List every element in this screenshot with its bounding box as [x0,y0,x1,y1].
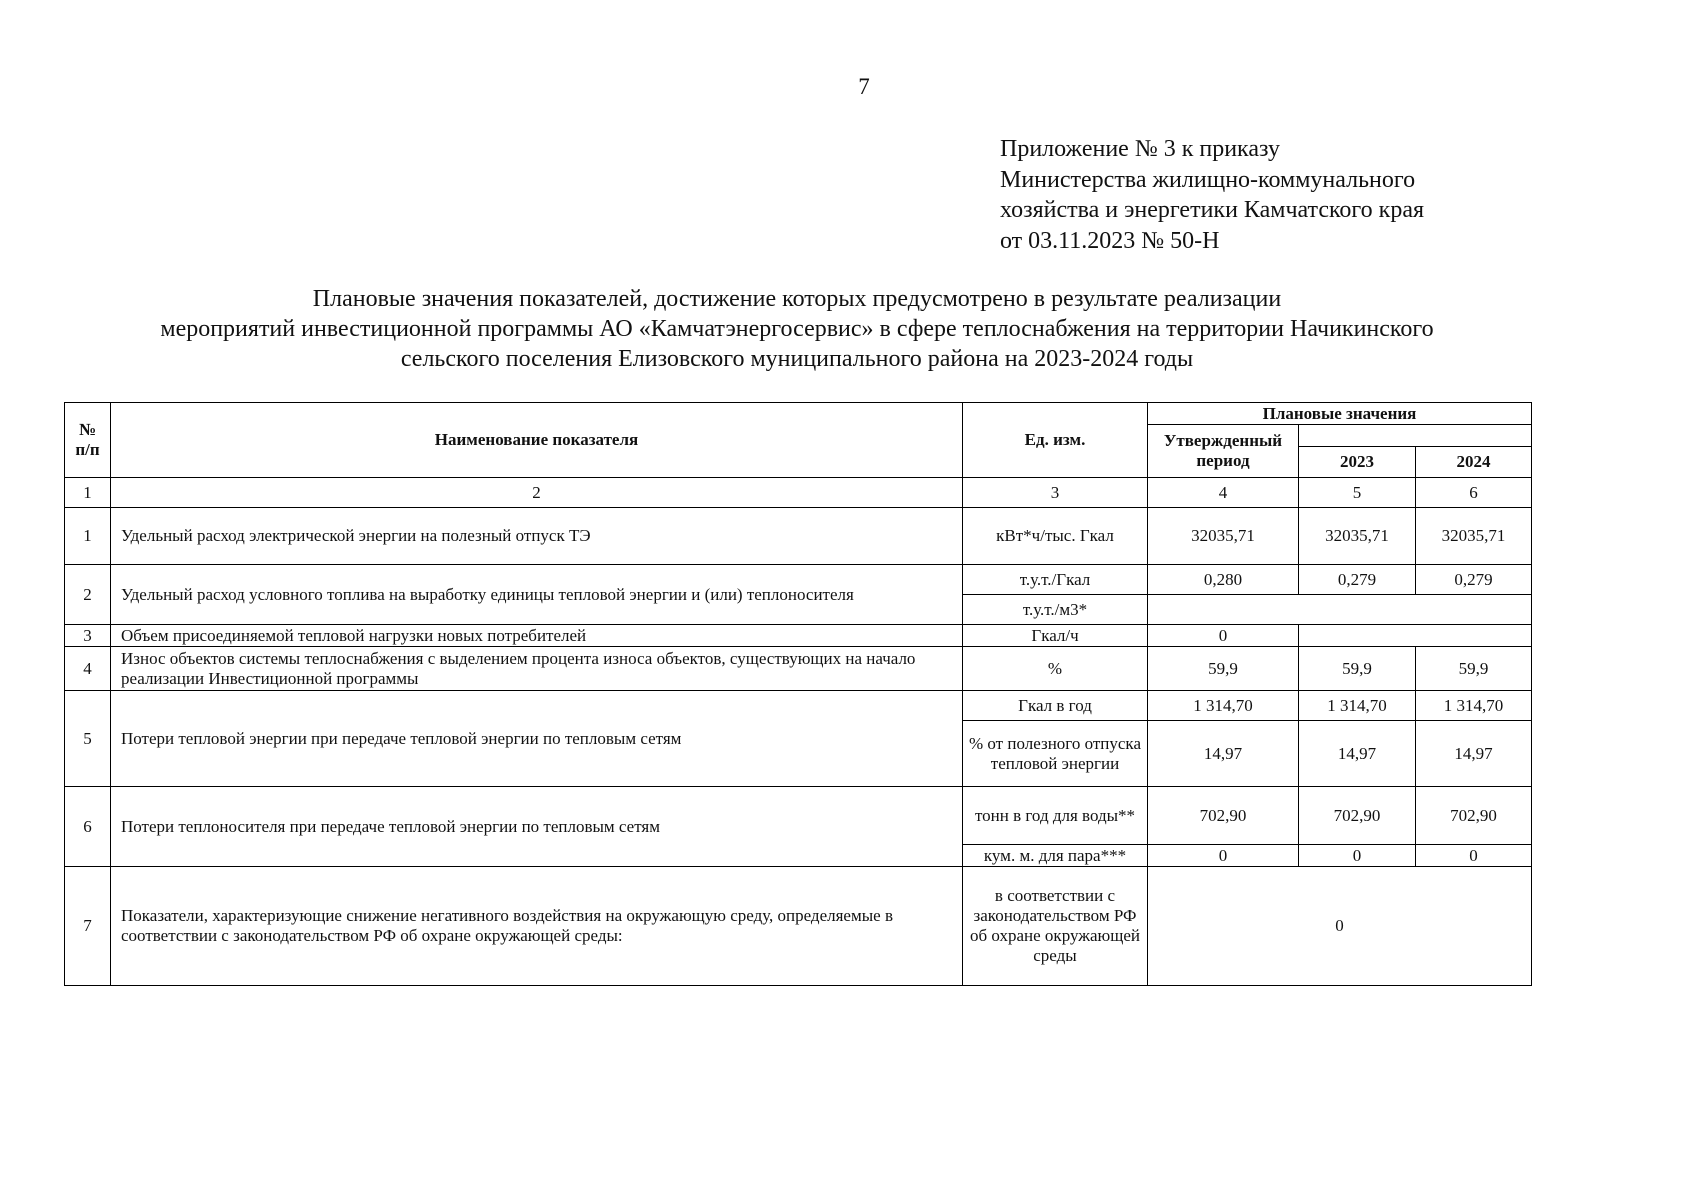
unit-cell: кВт*ч/тыс. Гкал [963,508,1148,565]
appendix-line: от 03.11.2023 № 50-Н [1000,227,1220,254]
unit-cell: тонн в год для воды** [963,787,1148,845]
indicator-name: Удельный расход электрической энергии на полезный отпуск ТЭ [111,508,963,565]
empty-values [1299,625,1532,647]
value-approved: 702,90 [1148,787,1299,845]
value-2023: 0 [1299,845,1416,867]
row-number: 4 [65,647,111,691]
row-number: 7 [65,867,111,986]
appendix-line: Приложение № 3 к приказу [1000,136,1280,162]
indicator-name: Удельный расход условного топлива на выработку единицы тепловой энергии и (или) теплоносителя [111,565,963,625]
header-2024: 2024 [1416,447,1532,478]
appendix-note [1000,134,1424,256]
unit-cell: % от полезного отпуска тепловой энергии [963,721,1148,787]
indicator-name: Объем присоединяемой тепловой нагрузки новых потребителей [111,625,963,647]
header-approved: Утвержденный период [1148,425,1299,478]
header-planned: Плановые значения [1148,403,1532,425]
value-2024: 0 [1416,845,1532,867]
value-2023: 14,97 [1299,721,1416,787]
value-2024: 32035,71 [1416,508,1532,565]
page-number: 7 [858,74,870,99]
value-approved: 0 [1148,845,1299,867]
unit-cell: кум. м. для пара*** [963,845,1148,867]
header-name: Наименование показателя [111,403,963,478]
empty-values [1148,595,1532,625]
document-title [60,284,1534,374]
row-number: 5 [65,691,111,787]
colnum: 5 [1299,478,1416,508]
value-2024: 14,97 [1416,721,1532,787]
colnum: 6 [1416,478,1532,508]
unit-cell: Гкал в год [963,691,1148,721]
colnum: 3 [963,478,1148,508]
header-blank [1299,425,1532,447]
unit-cell: т.у.т./м3* [963,595,1148,625]
value-approved: 0 [1148,625,1299,647]
title-line: сельского поселения Елизовского муниципального района на 2023-2024 годы [400,346,1194,372]
value-2024: 59,9 [1416,647,1532,691]
indicator-name: Износ объектов системы теплоснабжения с выделением процента износа объектов, существующих на начало реализации Инвестиционной программы [111,647,963,691]
value-2023: 1 314,70 [1299,691,1416,721]
value-2023: 59,9 [1299,647,1416,691]
indicator-name: Показатели, характеризующие снижение негативного воздействия на окружающую среду, определяемые в соответствии с законодательством РФ об охране окружающей среды: [111,867,963,986]
unit-cell: т.у.т./Гкал [963,565,1148,595]
row-number: 1 [65,508,111,565]
header-2023: 2023 [1299,447,1416,478]
indicator-name: Потери теплоносителя при передаче тепловой энергии по тепловым сетям [111,787,963,867]
value-2024: 702,90 [1416,787,1532,845]
indicators-table [64,402,1532,986]
indicator-name: Потери тепловой энергии при передаче тепловой энергии по тепловым сетям [111,691,963,787]
appendix-line: Министерства жилищно-коммунального [1000,166,1416,193]
appendix-line: хозяйства и энергетики Камчатского края [1000,197,1425,223]
unit-cell: в соответствии с законодательством РФ об охране окружающей среды [963,867,1148,986]
value-approved: 0,280 [1148,565,1299,595]
colnum: 1 [65,478,111,508]
header-num: № п/п [65,403,111,478]
value-2023: 0,279 [1299,565,1416,595]
value-2024: 1 314,70 [1416,691,1532,721]
value-2023: 32035,71 [1299,508,1416,565]
row-number: 2 [65,565,111,625]
unit-cell: Гкал/ч [963,625,1148,647]
value-approved: 32035,71 [1148,508,1299,565]
colnum: 4 [1148,478,1299,508]
value-approved: 14,97 [1148,721,1299,787]
value-2023: 702,90 [1299,787,1416,845]
colnum: 2 [111,478,963,508]
title-line: мероприятий инвестиционной программы АО «Камчатэнергосервис» в сфере теплоснабжения на территории Начикинского [160,316,1434,342]
value-2024: 0,279 [1416,565,1532,595]
unit-cell: % [963,647,1148,691]
row-number: 3 [65,625,111,647]
value-approved: 1 314,70 [1148,691,1299,721]
value-approved: 59,9 [1148,647,1299,691]
header-unit: Ед. изм. [963,403,1148,478]
row-number: 6 [65,787,111,867]
value-merged: 0 [1148,867,1532,986]
title-line: Плановые значения показателей, достижение которых предусмотрено в результате реализации [312,286,1282,312]
